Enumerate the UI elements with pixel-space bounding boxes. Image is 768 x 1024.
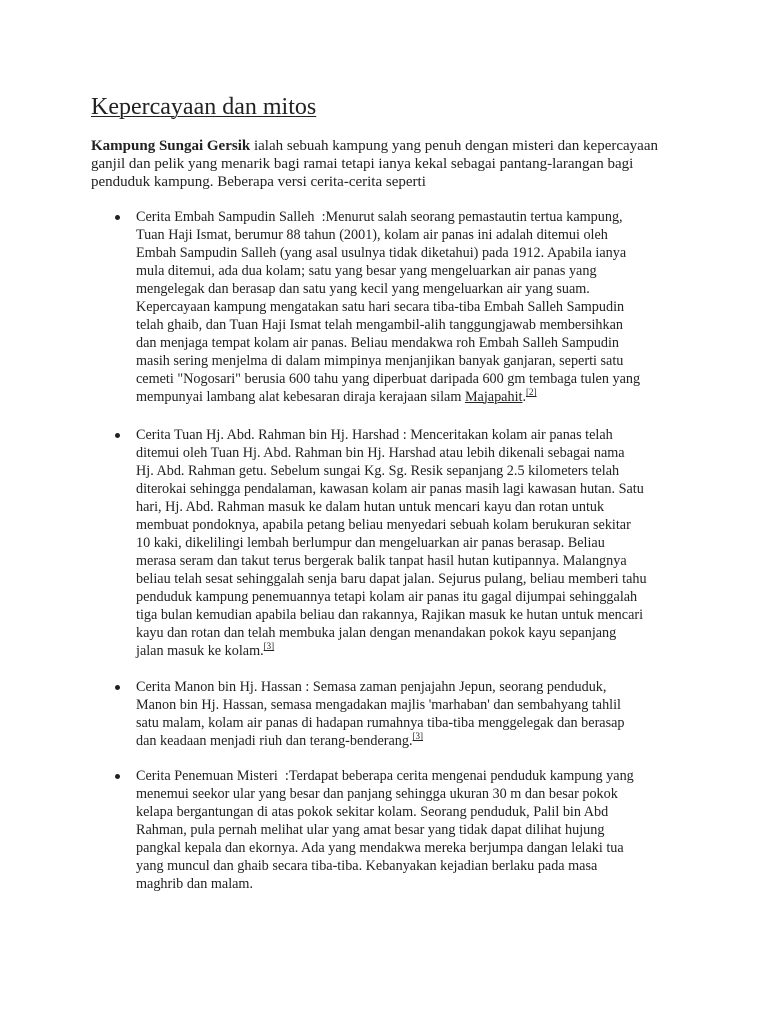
list-item-line: dan menjaga tempat kolam air panas. Beliau mendakwa roh Embah Salleh Sampudin: [136, 335, 620, 351]
bullet-icon: [115, 774, 120, 779]
list-item-line: Rahman, pula pernah melihat ular yang amat besar yang tidak dapat dilihat hujung: [136, 822, 605, 838]
intro-line: [91, 137, 658, 155]
list-item-line: [136, 732, 625, 750]
list-item-line: [136, 388, 640, 406]
list-item-line-text: .: [522, 389, 527, 405]
bullet-icon: [115, 433, 120, 438]
list-item-line: Cerita Penemuan Misteri :Terdapat beberapa cerita mengenai penduduk kampung yang: [136, 768, 634, 784]
citation-link[interactable]: [3]: [263, 641, 275, 651]
section-heading: Kepercayaan dan mitos: [91, 94, 317, 120]
intro-line-text: ialah sebuah kampung yang penuh dengan misteri dan kepercayaan: [250, 138, 658, 154]
list-item-line: penduduk kampung penemuannya tetapi kolam air panas itu gagal dijumpai sehinggalah: [136, 589, 638, 605]
majapahit-link[interactable]: Majapahit: [464, 389, 523, 405]
list-item-line: telah ghaib, dan Tuan Haji Ismat telah mengambil-alih tanggungjawab membersihkan: [136, 317, 623, 333]
intro-line: penduduk kampung. Beberapa versi cerita-cerita seperti: [91, 174, 426, 190]
list-item-line: Cerita Tuan Hj. Abd. Rahman bin Hj. Harshad : Menceritakan kolam air panas telah: [136, 427, 613, 443]
list-item-line: satu malam, kolam air panas di hadapan rumahnya tiba-tiba menggelegak dan berasap: [136, 715, 625, 731]
intro-paragraph: [91, 137, 658, 191]
citation-superscript: [526, 387, 537, 397]
village-name: Kampung Sungai Gersik: [91, 138, 251, 154]
list-item-line: Manon bin Hj. Hassan, semasa mengadakan majlis 'marhaban' dan sembahyang tahlil: [136, 697, 621, 713]
list-item-line: menemui seekor ular yang besar dan panjang sehingga ukuran 30 m dan besar pokok: [136, 786, 618, 802]
list-item-line: yang muncul dan ghaib secara tiba-tiba. Kebanyakan kejadian berlaku pada masa: [136, 858, 598, 874]
list-item-line: membuat pondoknya, apabila petang beliau menyedari sebuah kolam berukuran sekitar: [136, 517, 631, 533]
list-item-line: merasa seram dan takut terus bergerak balik tanpat hasil hutan kutipannya. Malangnya: [136, 553, 627, 569]
list-item-line: Cerita Embah Sampudin Salleh :Menurut salah seorang pemastautin tertua kampung,: [136, 209, 623, 225]
list-item-line: mula ditemui, ada dua kolam; satu yang besar yang mengeluarkan air panas yang: [136, 263, 597, 279]
bullet-icon: [115, 215, 120, 220]
list-item-text: [136, 426, 647, 660]
list-item-line: 10 kaki, dikelilingi lembah berlumpur dan mengeluarkan air panas berasap. Beliau: [136, 535, 605, 551]
list-item-line-text: dan keadaan menjadi riuh dan terang-benderang.: [136, 733, 413, 749]
list-item-line: cemeti "Nogosari" berusia 600 tahu yang diperbuat daripada 600 gm tembaga tulen yang: [136, 371, 641, 387]
list-item-line: Embah Sampudin Salleh (yang asal usulnya tidak diketahui) pada 1912. Apabila ianya: [136, 245, 627, 261]
list-item-line: diterokai sehingga pendalaman, kawasan kolam air panas masih lagi kawasan hutan. Satu: [136, 481, 644, 497]
list-item-line: Tuan Haji Ismat, berumur 88 tahun (2001), kolam air panas ini adalah ditemui oleh: [136, 227, 608, 243]
citation-link[interactable]: [3]: [412, 731, 424, 741]
citation-link[interactable]: [2]: [526, 387, 537, 397]
list-item-line: beliau telah sesat sehinggalah senja baru dapat jalan. Sejurus pulang, beliau memberi tahu: [136, 571, 647, 587]
bullet-icon: [115, 685, 120, 690]
list-item-line: Cerita Manon bin Hj. Hassan : Semasa zaman penjajahn Jepun, seorang penduduk,: [136, 679, 607, 695]
list-item-line: masih sering menjelma di dalam mimpinya menjanjikan banyak ganjaran, seperti satu: [136, 353, 624, 369]
list-item-line: Kepercayaan kampung mengatakan satu hari secara tiba-tiba Embah Salleh Sampudin: [136, 299, 625, 315]
citation-superscript: [413, 731, 424, 741]
list-item-line: [136, 642, 647, 660]
list-item-line-text: mempunyai lambang alat kebesaran diraja kerajaan silam: [136, 389, 465, 405]
citation-superscript: [264, 641, 275, 651]
list-item-text: [136, 678, 625, 750]
list-item-line: pangkal kepala dan ekornya. Ada yang mendakwa mereka berjumpa dangan lelaki tua: [136, 840, 624, 856]
list-item-line: tiga bulan kemudian apabila beliau dan rakannya, Rajikan masuk ke hutan untuk mencari: [136, 607, 644, 623]
list-item-text: [136, 208, 640, 406]
list-item-line: maghrib dan malam.: [136, 876, 254, 892]
list-item-line: kayu dan rotan dan telah membuka jalan dengan menandakan pokok kayu sepanjang: [136, 625, 617, 641]
list-item-line: ditemui oleh Tuan Hj. Abd. Rahman bin Hj. Harshad atau lebih dikenali sebagai nama: [136, 445, 625, 461]
list-item-line-text: jalan masuk ke kolam.: [136, 643, 264, 659]
list-item-line: hari, Hj. Abd. Rahman masuk ke dalam hutan untuk mencari kayu dan rotan untuk: [136, 499, 605, 515]
intro-line: ganjil dan pelik yang menarik bagi ramai tetapi ianya kekal sebagai pantang-larangan bagi: [91, 156, 634, 172]
list-item-line: kelapa bergantungan di atas pokok sekitar kolam. Seorang penduduk, Palil bin Abd: [136, 804, 609, 820]
list-item-text: [136, 767, 634, 893]
list-item-line: Hj. Abd. Rahman getu. Sebelum sungai Kg. Sg. Resik sepanjang 2.5 kilometers telah: [136, 463, 620, 479]
list-item-line: mengelegak dan berasap dan satu yang kecil yang mengeluarkan air yang suam.: [136, 281, 590, 297]
